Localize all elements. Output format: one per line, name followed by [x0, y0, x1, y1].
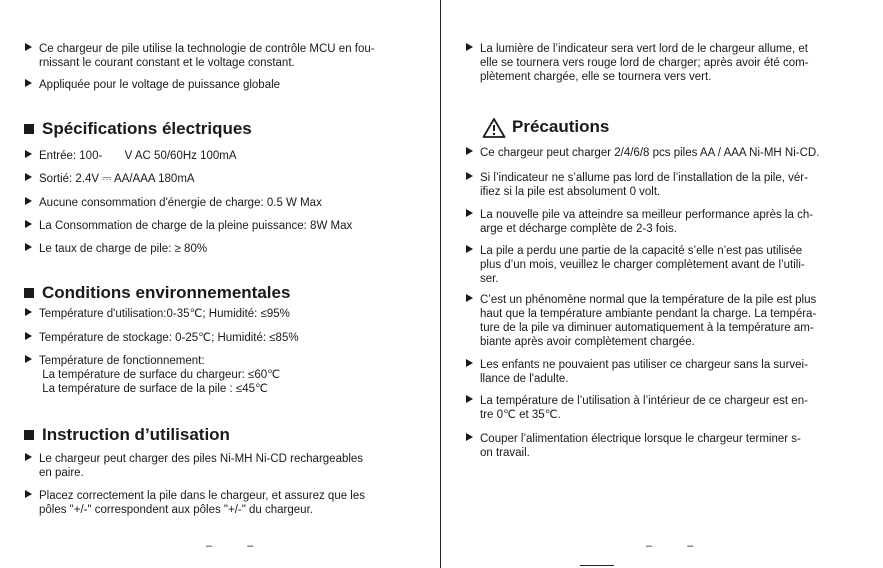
precaution-unused-item: La pile a perdu une partie de la capacité s’elle n’est pas utilisée plus d’un mois, veuillez le charger complètement avant de l’utili- ser.: [466, 244, 876, 286]
bullet-triangle-icon: [466, 433, 473, 441]
env-storage-temp-item: Température de stockage: 0-25℃; Humidité: ≤85%: [25, 331, 430, 345]
bullet-triangle-icon: [25, 197, 32, 205]
usage-heading: Instruction d’utilisation: [24, 425, 230, 445]
bullet-triangle-icon: [466, 43, 473, 51]
bullet-triangle-icon: [25, 490, 32, 498]
square-bullet-icon: [24, 288, 34, 298]
bullet-triangle-icon: [466, 172, 473, 180]
precaution-power-off-item: Couper l’alimentation électrique lorsque le chargeur terminer s- on travail.: [466, 432, 876, 460]
intro-voltage-item: Appliquée pour le voltage de puissance globale: [25, 78, 430, 92]
square-bullet-icon: [24, 124, 34, 134]
bullet-triangle-icon: [466, 359, 473, 367]
env-usage-temp-item: Température d'utilisation:0-35℃; Humidité: ≤95%: [25, 307, 430, 321]
bullet-triangle-icon: [25, 79, 32, 87]
bullet-triangle-icon: [466, 147, 473, 155]
electrical-heading: Spécifications électriques: [24, 119, 252, 139]
bullet-triangle-icon: [466, 294, 473, 302]
indicator-light-item: La lumière de l’indicateur sera vert lord de le chargeur allume, et elle se tournera vers rouge lord de charger; après avoir été com- plètement chargée, elle se tournera vers vert.: [466, 42, 876, 84]
right-page: [442, 0, 883, 568]
bullet-triangle-icon: [25, 308, 32, 316]
bullet-triangle-icon: [25, 332, 32, 340]
env-operating-temp-item: Température de fonctionnement: La température de surface du chargeur: ≤60℃ La température de surface de la pile : ≤45℃: [25, 354, 430, 396]
precaution-new-battery-item: La nouvelle pile va atteindre sa meilleur performance après la ch- arge et décharge complète de 2-3 fois.: [466, 208, 876, 236]
left-page: [0, 0, 440, 568]
bullet-triangle-icon: [466, 209, 473, 217]
precaution-usage-temp-item: La température de l’utilisation à l’intérieur de ce chargeur est en- tre 0℃ et 35℃.: [466, 394, 876, 422]
environment-heading: Conditions environnementales: [24, 283, 290, 303]
bullet-triangle-icon: [25, 453, 32, 461]
usage-pair-item: Le chargeur peut charger des piles Ni-MH Ni-CD rechargeables en paire.: [25, 452, 430, 480]
bullet-triangle-icon: [25, 243, 32, 251]
bottom-rule: [580, 565, 614, 566]
square-bullet-icon: [24, 430, 34, 440]
page-number: – –: [206, 540, 270, 552]
precaution-children-item: Les enfants ne pouvaient pas utiliser ce chargeur sans la survei- llance de l'adulte.: [466, 358, 876, 386]
bullet-triangle-icon: [466, 245, 473, 253]
precaution-temperature-item: C’est un phénomène normal que la température de la pile est plus haut que la température ambiante pendant la charge. La tempéra- ture de la pile va diminuer automatiquement à la température am- biante après avoir complètement chargée.: [466, 293, 876, 349]
bullet-triangle-icon: [25, 220, 32, 228]
precaution-indicator-item: Si l’indicateur ne s’allume pas lord de l’installation de la pile, vér- ifiez si la pile est absolument 0 volt.: [466, 171, 876, 199]
intro-mcu-item: Ce chargeur de pile utilise la technologie de contrôle MCU en fou- rnissant le courant constant et le voltage constant.: [25, 42, 430, 70]
bullet-triangle-icon: [25, 43, 32, 51]
bullet-triangle-icon: [25, 173, 32, 181]
spec-output-item: Sortié: 2.4V ⎓ AA/AAA 180mA: [25, 172, 430, 186]
bullet-triangle-icon: [25, 355, 32, 363]
usage-polarity-item: Placez correctement la pile dans le chargeur, et assurez que les pôles "+/-" correspondent aux pôles "+/-" du chargeur.: [25, 489, 430, 517]
bullet-triangle-icon: [466, 395, 473, 403]
spec-full-power-item: La Consommation de charge de la pleine puissance: 8W Max: [25, 219, 430, 233]
page-divider: [440, 0, 441, 568]
page-number: – –: [646, 540, 710, 552]
spec-input-item: Entrée: 100- V AC 50/60Hz 100mA: [25, 149, 430, 163]
spec-charge-rate-item: Le taux de charge de pile: ≥ 80%: [25, 242, 430, 256]
warning-icon: [482, 117, 506, 139]
precaution-capacity-item: Ce chargeur peut charger 2/4/6/8 pcs piles AA / AAA Ni-MH Ni-CD.: [466, 146, 881, 160]
bullet-triangle-icon: [25, 150, 32, 158]
spec-standby-item: Aucune consommation d'énergie de charge: 0.5 W Max: [25, 196, 430, 210]
precautions-heading: Précautions: [482, 117, 609, 137]
